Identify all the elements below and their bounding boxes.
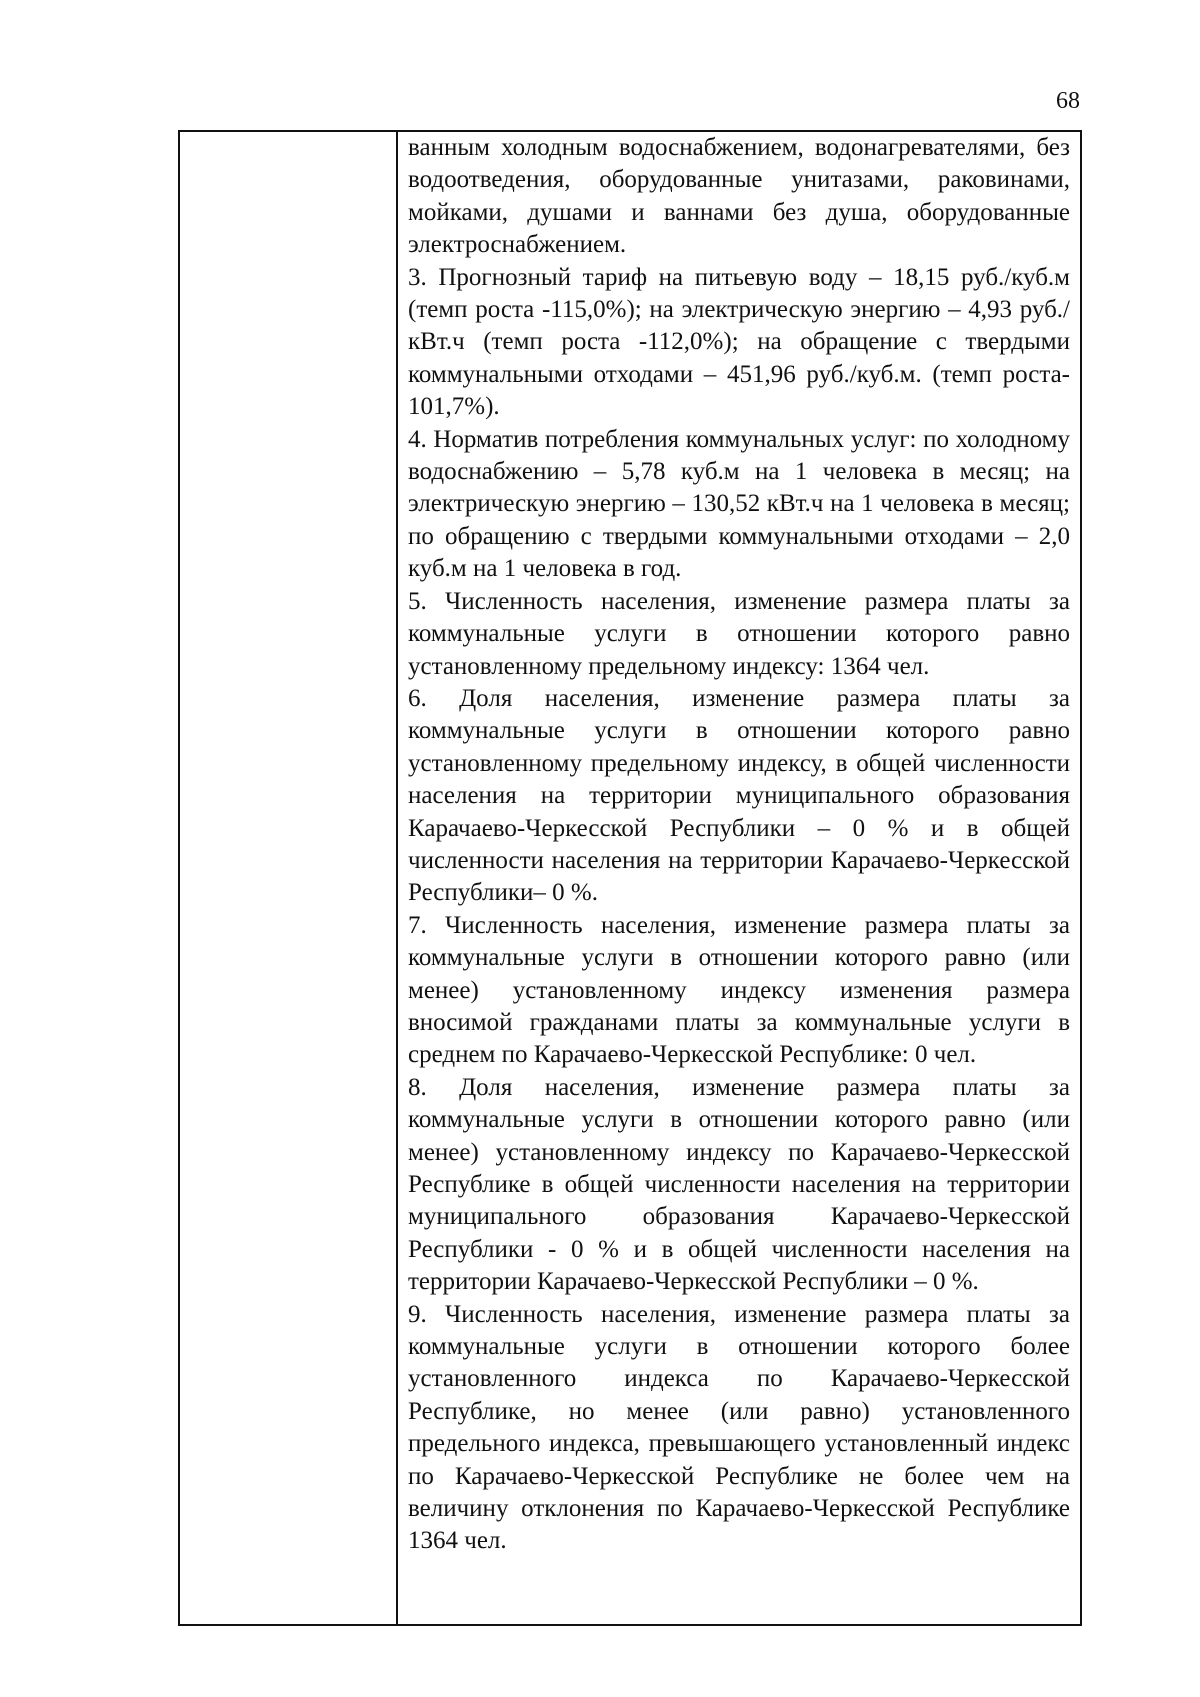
paragraph-item-4: 4. Норматив потребления коммунальных услуг: по холодному водоснабжению – 5,78 куб.м на 1 человека в месяц; на электрическую энергию – 130,52 кВт.ч на 1 человека в месяц; по обращению с твердыми коммунальными отходами – 2,0 куб.м на 1 человека в год. [408, 425, 1070, 583]
paragraph-item-3: 3. Прогнозный тариф на питьевую воду – 18,15 руб./куб.м (темп роста -115,0%); на электрическую энергию – 4,93 руб./кВт.ч (темп роста -112,0%); на обращение с твердыми коммунальными отходами – 451,96 руб./куб.м. (темп роста- 101,7%). [408, 263, 1070, 421]
paragraph-item-7: 7. Численность населения, изменение размера платы за коммунальные услуги в отношении которого равно (или менее) установленному индексу изменения размера вносимой гражданами платы за коммунальные услуги в среднем по Карачаево-Черкесской Республике: 0 чел. [408, 911, 1070, 1069]
table-left-cell [180, 132, 398, 1624]
paragraph-continuation: ванным холодным водоснабжением, водонагревателями, без водоотведения, оборудованные унитазами, раковинами, мойками, душами и ваннами без душа, оборудованные электроснабжением. [408, 134, 1070, 259]
paragraph-item-8: 8. Доля населения, изменение размера платы за коммунальные услуги в отношении которого равно (или менее) установленному индексу по Карачаево-Черкесской Республике в общей численности населения на территории муниципального образования Карачаево-Черкесской Республики - 0 % и в общей численности населения на территории Карачаево-Черкесской Республики – 0 %. [408, 1073, 1070, 1296]
table-right-cell [398, 132, 1080, 1624]
page-number: 68 [1056, 88, 1080, 114]
document-table [178, 130, 1082, 1626]
paragraph-item-6: 6. Доля населения, изменение размера платы за коммунальные услуги в отношении которого равно установленному предельному индексу, в общей численности населения на территории муниципального образования Карачаево-Черкесской Республики – 0 % и в общей численности населения на территории Карачаево-Черкесской Республики– 0 %. [408, 684, 1070, 907]
paragraph-item-5: 5. Численность населения, изменение размера платы за коммунальные услуги в отношении которого равно установленному предельному индексу: 1364 чел. [408, 587, 1070, 680]
paragraph-item-9: 9. Численность населения, изменение размера платы за коммунальные услуги в отношении которого более установленного индекса по Карачаево-Черкесской Республике, но менее (или равно) установленного предельного индекса, превышающего установленный индекс по Карачаево-Черкесской Республике не более чем на величину отклонения по Карачаево-Черкесской Республике 1364 чел. [408, 1300, 1070, 1555]
